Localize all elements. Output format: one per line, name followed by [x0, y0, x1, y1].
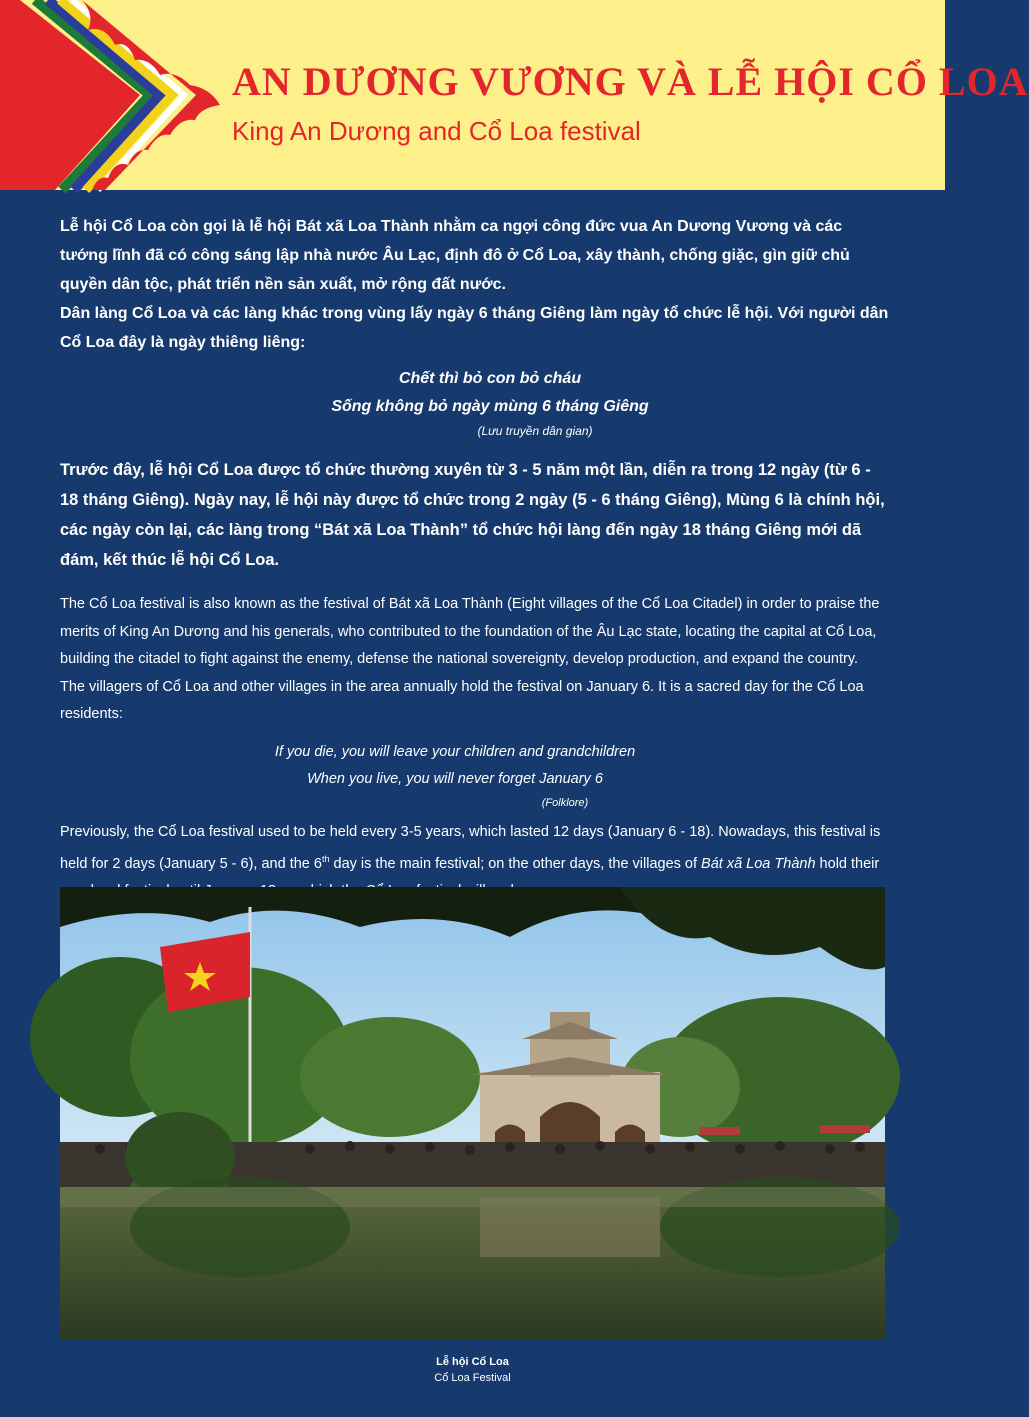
en-p3-part-c: hold their	[819, 855, 880, 872]
vi-verse-line-2: Sống không bỏ ngày mùng 6 tháng Giêng	[331, 398, 649, 415]
photo-caption	[0, 1354, 945, 1386]
en-p3-emphasis: Bát xã Loa Thành	[701, 855, 816, 872]
vi-verse-line-1: Chết thì bỏ con bỏ cháu	[398, 370, 582, 387]
vi-paragraph-1: Lễ hội Cổ Loa còn gọi là lễ hội Bát xã Loa Thành nhằm ca ngợi công đức vua An Dương Vương và các tướng lĩnh đã có công sáng lập nhà nước Âu Lạc, định đô ở Cổ Loa, xây thành, chống giặc, gìn giữ chủ quyền dân tộc, phát triển nền sản xuất, mở rộng đất nước.	[60, 218, 850, 293]
flag-banner-graphic	[0, 0, 230, 190]
page-subtitle: King An Dương and Cổ Loa festival	[232, 116, 641, 146]
festival-photo	[60, 887, 885, 1340]
en-verse-source: (Folklore)	[541, 796, 589, 809]
vi-verse-source: (Lưu truyền dân gian)	[477, 424, 593, 438]
vi-verse	[60, 365, 890, 421]
en-p3-superscript: th	[321, 854, 330, 864]
header	[0, 0, 1029, 190]
en-p3-part-a: Previously, the Cổ Loa festival used to be held every 3-5 years, which lasted 12 days (January 6 - 18). Nowadays, this festival is held for 2 days (January 5 - 6), and the 6	[60, 823, 881, 872]
en-paragraph-2: The villagers of Cổ Loa and other villages in the area annually hold the festival on January 6. It is a sacred day for the Cổ Loa residents:	[60, 678, 864, 722]
vi-paragraph-2: Dân làng Cổ Loa và các làng khác trong vùng lấy ngày 6 tháng Giêng làm ngày tổ chức lễ hội. Với người dân Cổ Loa đây là ngày thiêng liêng:	[60, 305, 889, 351]
vi-paragraph-3: Trước đây, lễ hội Cổ Loa được tổ chức thường xuyên từ 3 - 5 năm một lần, diễn ra trong 12 ngày (từ 6 - 18 tháng Giêng). Ngày nay, lễ hội này được tổ chức trong 2 ngày (5 - 6 tháng Giêng), Mùng 6 là chính hội, các ngày còn lại, các làng trong “Bát xã Loa Thành” tổ chức hội làng đến ngày 18 tháng Giêng mới dã đám, kết thúc lễ hội Cổ Loa.	[60, 461, 885, 569]
photo-caption-en: Cổ Loa Festival	[434, 1372, 511, 1384]
en-verse-line-1: If you die, you will leave your children and grandchildren	[274, 743, 636, 760]
main-content	[60, 212, 890, 906]
en-verse-line-2: When you live, you will never forget January 6	[307, 770, 603, 787]
photo-caption-vi: Lễ hội Cổ Loa	[436, 1356, 509, 1368]
en-p3-part-b: day is the main festival; on the other days, the villages of	[329, 855, 702, 872]
festival-photo-illustration	[60, 887, 885, 1340]
page-title: AN DƯƠNG VƯƠNG VÀ LỄ HỘI CỔ LOA	[232, 59, 1029, 104]
en-paragraph-1: The Cổ Loa festival is also known as the festival of Bát xã Loa Thành (Eight villages of the Cổ Loa Citadel) in order to praise the merits of King An Dương and his generals, who contributed to the foundation of the Âu Lạc state, locating the capital at Cổ Loa, building the citadel to fight against the enemy, defense the national sovereignty, develop production, and expand the country.	[60, 596, 880, 667]
en-verse	[60, 739, 890, 793]
